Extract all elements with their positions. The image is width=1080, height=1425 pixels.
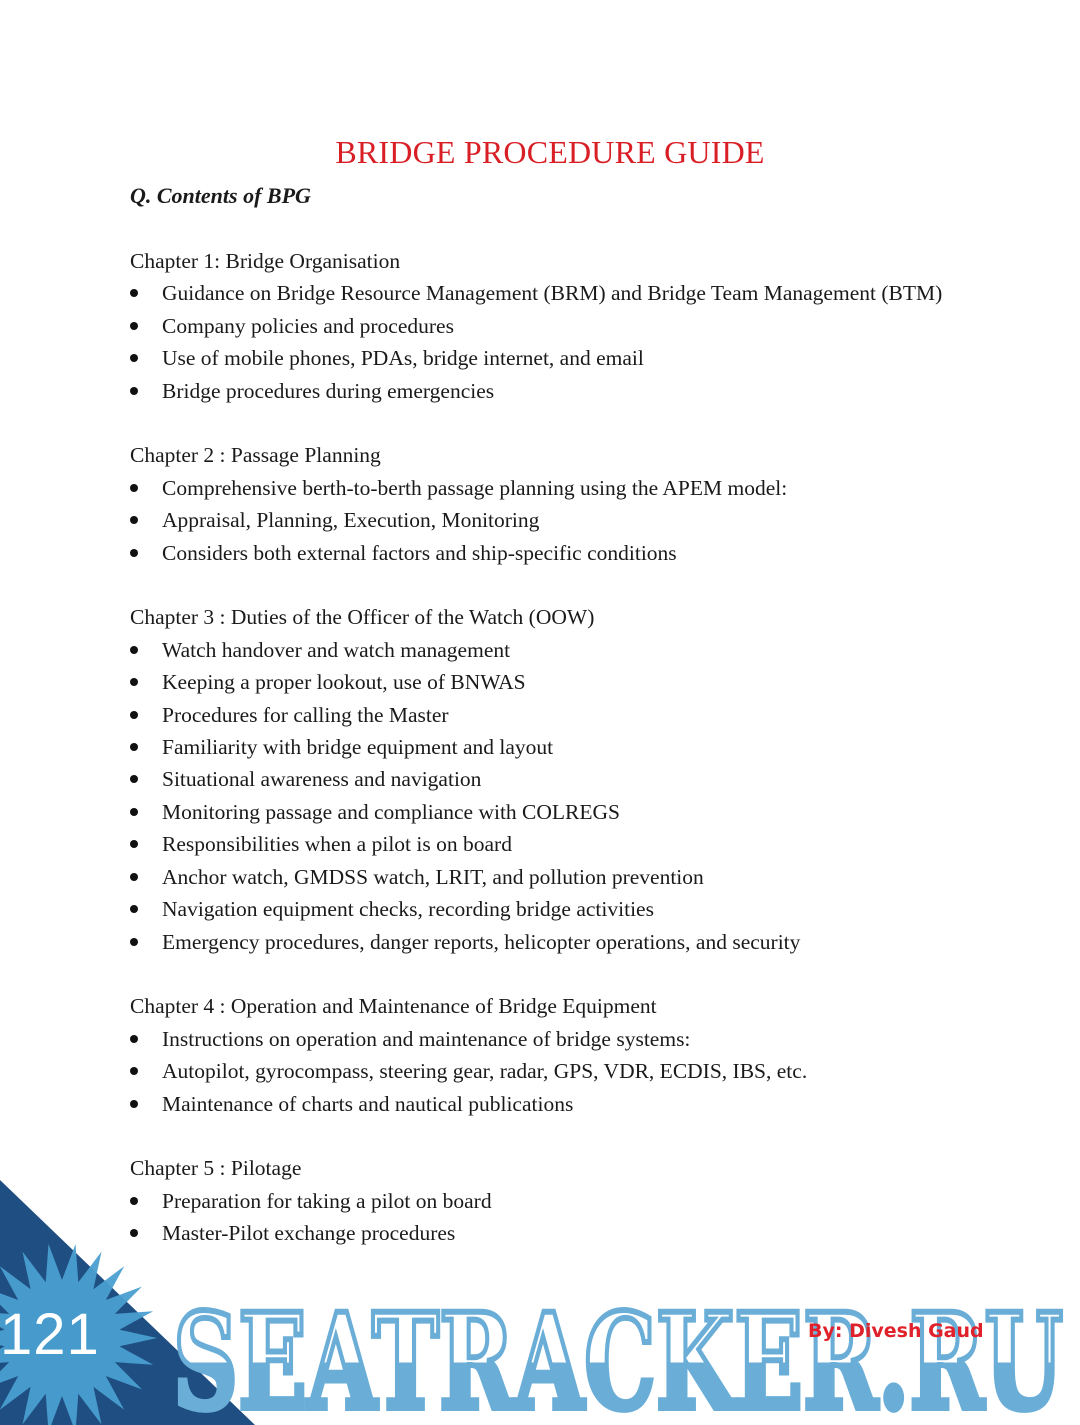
list-item-text: Company policies and procedures bbox=[162, 313, 454, 338]
page-title: BRIDGE PROCEDURE GUIDE bbox=[335, 134, 765, 170]
list-item bbox=[130, 828, 960, 860]
bullet-icon bbox=[130, 289, 138, 297]
list-item bbox=[130, 796, 960, 828]
list-item-text: Preparation for taking a pilot on board bbox=[162, 1188, 492, 1213]
bullet-icon bbox=[130, 1035, 138, 1043]
bullet-icon bbox=[130, 905, 138, 913]
bullet-icon bbox=[130, 840, 138, 848]
list-item-text: Responsibilities when a pilot is on board bbox=[162, 832, 512, 857]
bullet-list bbox=[130, 472, 960, 569]
chapter-section bbox=[130, 601, 960, 957]
bullet-icon bbox=[130, 354, 138, 362]
list-item-text: Procedures for calling the Master bbox=[162, 702, 449, 727]
list-item-text: Keeping a proper lookout, use of BNWAS bbox=[162, 670, 526, 695]
page-number: 121 bbox=[0, 1302, 100, 1367]
chapter-heading: Chapter 1: Bridge Organisation bbox=[130, 249, 401, 273]
list-item bbox=[130, 1088, 960, 1120]
list-item-text: Autopilot, gyrocompass, steering gear, radar, GPS, VDR, ECDIS, IBS, etc. bbox=[162, 1059, 808, 1084]
list-item-text: Emergency procedures, danger reports, helicopter operations, and security bbox=[162, 929, 801, 954]
watermark-logo bbox=[168, 1290, 1068, 1425]
list-item bbox=[130, 634, 960, 666]
list-item bbox=[130, 375, 960, 407]
list-item-text: Appraisal, Planning, Execution, Monitoring bbox=[162, 508, 540, 533]
bullet-icon bbox=[130, 1100, 138, 1108]
bullet-icon bbox=[130, 516, 138, 524]
list-item bbox=[130, 893, 960, 925]
chapter-heading: Chapter 2 : Passage Planning bbox=[130, 443, 381, 468]
bullet-list bbox=[130, 277, 960, 407]
list-item bbox=[130, 1055, 960, 1087]
list-item bbox=[130, 537, 960, 569]
list-item bbox=[130, 763, 960, 795]
bullet-icon bbox=[130, 322, 138, 330]
list-item bbox=[130, 861, 960, 893]
list-item-text: Bridge procedures during emergencies bbox=[162, 378, 495, 403]
bullet-icon bbox=[130, 873, 138, 881]
list-item-text: Navigation equipment checks, recording bridge activities bbox=[162, 897, 654, 922]
chapter-heading: Chapter 3 : Duties of the Officer of the Watch (OOW) bbox=[130, 605, 595, 630]
list-item bbox=[130, 699, 960, 731]
bullet-icon bbox=[130, 678, 138, 686]
chapter-section bbox=[130, 245, 960, 407]
bullet-icon bbox=[130, 938, 138, 946]
list-item bbox=[130, 666, 960, 698]
bullet-icon bbox=[130, 549, 138, 557]
bullet-list bbox=[130, 634, 960, 958]
bullet-list bbox=[130, 1023, 960, 1120]
list-item bbox=[130, 926, 960, 958]
list-item-text: Instructions on operation and maintenance of bridge systems: bbox=[162, 1026, 691, 1051]
chapter-section bbox=[130, 990, 960, 1120]
list-item-text: Situational awareness and navigation bbox=[162, 767, 482, 792]
list-item-text: Maintenance of charts and nautical publications bbox=[162, 1091, 574, 1116]
chapter-section bbox=[130, 439, 960, 569]
watermark-text: SEATRACKER.RU bbox=[173, 1290, 1063, 1425]
list-item bbox=[130, 342, 960, 374]
bullet-icon bbox=[130, 1067, 138, 1075]
list-item-text: Comprehensive berth-to-berth passage planning using the APEM model: bbox=[162, 475, 788, 500]
author-credit: By: Divesh Gaud bbox=[808, 1320, 984, 1342]
list-item bbox=[130, 472, 960, 504]
bullet-icon bbox=[130, 775, 138, 783]
list-item-text: Monitoring passage and compliance with COLREGS bbox=[162, 799, 620, 824]
list-item bbox=[130, 504, 960, 536]
list-item bbox=[130, 277, 960, 309]
list-item bbox=[130, 310, 960, 342]
list-item-text: Watch handover and watch management bbox=[162, 637, 511, 662]
list-item bbox=[130, 731, 960, 763]
list-item-text: Use of mobile phones, PDAs, bridge internet, and email bbox=[162, 346, 644, 371]
list-item-text: Familiarity with bridge equipment and layout bbox=[162, 735, 554, 760]
list-item-text: Anchor watch, GMDSS watch, LRIT, and pollution prevention bbox=[162, 864, 704, 889]
list-item-text: Master-Pilot exchange procedures bbox=[162, 1221, 456, 1246]
chapter-list bbox=[130, 245, 960, 1250]
bullet-icon bbox=[130, 808, 138, 816]
list-item-text: Guidance on Bridge Resource Management (BRM) and Bridge Team Management (BTM) bbox=[162, 281, 943, 306]
bullet-icon bbox=[130, 646, 138, 654]
bullet-icon bbox=[130, 743, 138, 751]
question-heading: Q. Contents of BPG bbox=[130, 183, 311, 208]
bullet-icon bbox=[130, 387, 138, 395]
list-item-text: Considers both external factors and ship-specific conditions bbox=[162, 540, 677, 565]
chapter-heading: Chapter 4 : Operation and Maintenance of Bridge Equipment bbox=[130, 994, 657, 1019]
bullet-icon bbox=[130, 711, 138, 719]
bullet-icon bbox=[130, 484, 138, 492]
chapter-heading: Chapter 5 : Pilotage bbox=[130, 1156, 302, 1181]
list-item bbox=[130, 1023, 960, 1055]
